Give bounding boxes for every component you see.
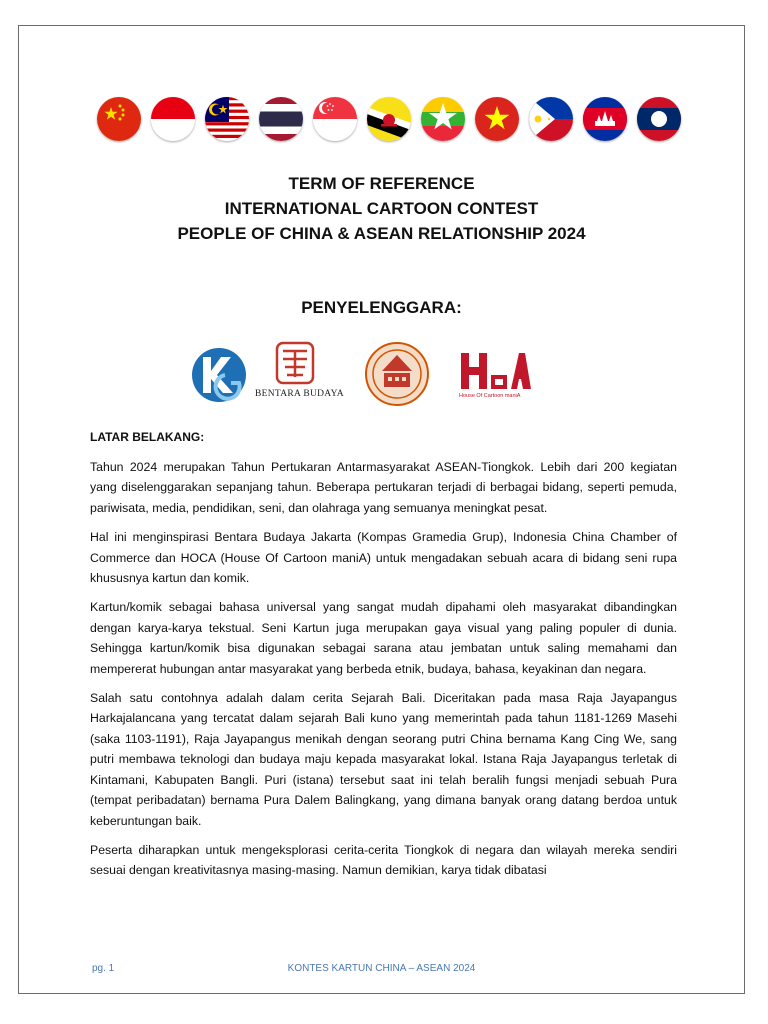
page-number: pg. 1 [92, 963, 115, 974]
laos-flag-icon [637, 97, 681, 141]
china-flag-icon [97, 97, 141, 141]
bentara-budaya-text: BENTARA BUDAYA [255, 389, 344, 399]
paragraph: Hal ini menginspirasi Bentara Budaya Jakarta (Kompas Gramedia Grup), Indonesia China Chamber of Commerce dan HOCA (House Of Cartoon maniA) untuk mengadakan sebuah acara di bidang seni rupa khususnya kartun dan komik. [90, 530, 677, 586]
paragraph: Kartun/komik sebagai bahasa universal yang sangat mudah dipahami oleh masyarakat dibandingkan dengan karya-karya tekstual. Seni Kartun juga merupakan gaya visual yang paling populer di dunia. Sehingga kartun/komik bisa digunakan sebagai sarana atau jembatan untuk saling memahami dan mempererat hubungan antar masyarakat yang berbeda etnik, budaya, bahasa, keyakinan dan negara. [90, 600, 677, 676]
title-line-1: TERM OF REFERENCE [288, 174, 475, 193]
vietnam-flag-icon [475, 97, 519, 141]
footer-title: KONTES KARTUN CHINA – ASEAN 2024 [287, 963, 476, 974]
chamber-of-commerce-seal [364, 341, 430, 412]
hoca-logo [459, 351, 539, 399]
hoca-text: House Of Cartoon maniA [459, 393, 521, 399]
flag-row [97, 97, 679, 145]
paragraph: Peserta diharapkan untuk mengeksplorasi cerita-cerita Tiongkok di negara dan wilayah mereka sendiri sesuai dengan kreativitasnya masing-masing. Namun demikian, karya tidak dibatasi [90, 842, 677, 878]
singapore-flag-icon [313, 97, 357, 141]
paragraph: Salah satu contohnya adalah dalam cerita Sejarah Bali. Diceritakan pada masa Raja Jayapangus Harkajalancana yang tercatat dalam sejarah Bali kuno yang memerintah pada tahun 1181-1269 Masehi (saka 1103-1191), Raja Jayapangus menikah dengan seorang putri China bernama Kang Cing We, sang putri membawa teknologi dan budaya maju kepada masyarakat lokal. Istana Raja Jayapangus terletak di Kintamani, Kabupaten Bangli. Puri (istana) tersebut saat ini telah beralih fungsi menjadi sebuah Pura (tempat peribadatan) bernama Pura Dalem Balingkang, yang dimana banyak orang datang berdoa untuk keberuntungan baik. [90, 691, 677, 828]
section-heading: LATAR BELAKANG: [90, 430, 205, 444]
brunei-flag-icon [367, 97, 411, 141]
bentara-budaya-logo [255, 341, 355, 399]
organizer-heading: PENYELENGGARA: [301, 298, 462, 317]
document-page [18, 25, 745, 994]
paragraph: Tahun 2024 merupakan Tahun Pertukaran Antarmasyarakat ASEAN-Tiongkok. Lebih dari 200 kegiatan yang diselenggarakan sepanjang tahun. Beberapa pertukaran terjadi di berbagai bidang, seperti pemuda, pariwisata, media, pendidikan, seni, dan olahraga yang semuanya meningkat pesat. [90, 460, 677, 515]
title-line-2: INTERNATIONAL CARTOON CONTEST [224, 199, 539, 218]
indonesia-flag-icon [151, 97, 195, 141]
malaysia-flag-icon [205, 97, 249, 141]
document-title [19, 171, 744, 246]
thailand-flag-icon [259, 97, 303, 141]
cambodia-flag-icon [583, 97, 627, 141]
philippines-flag-icon [529, 97, 573, 141]
myanmar-flag-icon [421, 97, 465, 141]
kompas-gramedia-logo [189, 345, 249, 410]
title-line-3: PEOPLE OF CHINA & ASEAN RELATIONSHIP 2024 [177, 224, 586, 243]
organizer-logos [189, 341, 529, 407]
document-body [90, 457, 677, 890]
